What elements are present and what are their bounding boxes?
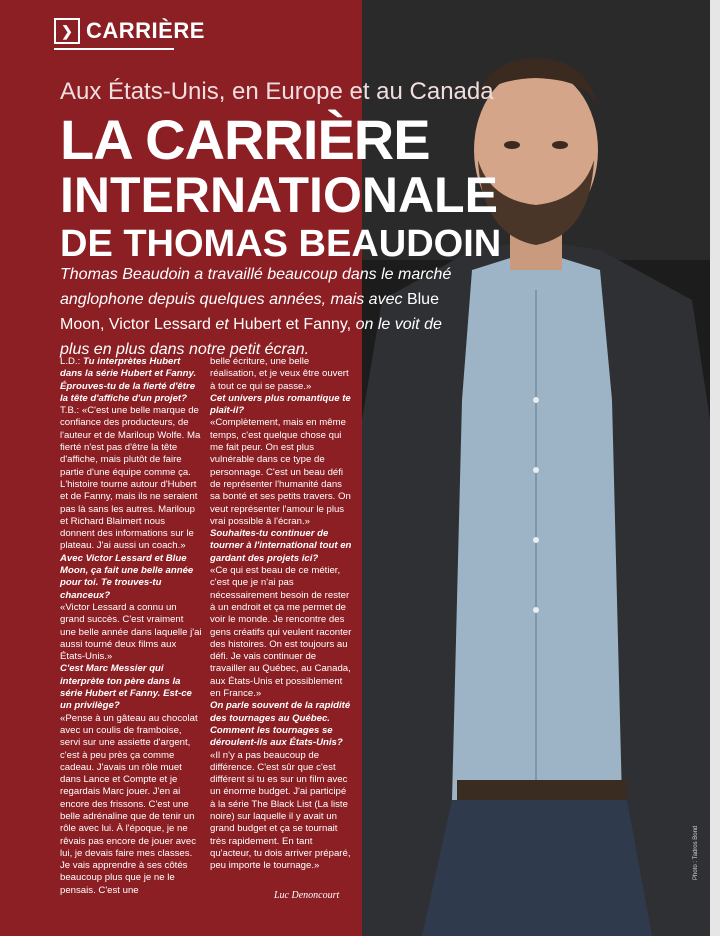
paragraph-text: «Ce qui est beau de ce métier, c'est que je n'ai pas nécessairement besoin de rester à un endroit et ça me permet de voir le monde. Je rencontre des gens créatifs qui veulent raconter des histoires. On est toujours au défi. Je vais continuer de travailler au Québec, au Canada, aux États-Unis et possiblement en France.» [210,565,352,700]
interview-question [60,356,202,405]
paragraph-text: On parle souvent de la rapidité des tournages au Québec. Comment les tournages se déroulent-ils aux États-Unis? [210,700,351,749]
photo-credit: Photo : Tadros Bond [693,825,699,880]
intro-part-3: on le voit de plus en plus dans notre petit écran. [60,316,442,358]
interview-answer [60,713,202,897]
section-label: CARRIÈRE [86,18,205,43]
interview-question [210,393,352,418]
interview-answer [210,750,352,873]
interview-answer [60,405,202,553]
paragraph-text: «Il n'y a pas beaucoup de différence. C'est sûr que c'est différent si tu es sur un film avec un énorme budget. J'ai participé à la série The Black List (La liste noire) sur laquelle il y avait un grand budget et ça se tournait très rapidement. En tant qu'acteur, tu dois arriver préparé, peu importe le tournage.» [210,749,351,872]
headline [60,108,502,266]
section-tag [54,18,205,44]
article-column-1 [60,356,202,897]
paragraph-text: Tu interprètes Hubert dans la série Hubert et Fanny. Éprouves-tu de la fierté d'être la tête d'affiche d'un projet? [60,356,197,404]
paragraph-text: «Pense à un gâteau au chocolat avec un coulis de framboise, servi sur une assiette d'argent, c'est à peu près ça comme cadeau. J'avais un rôle muet dans Lance et Compte et je regardais Marc jouer. J'en ai encore des frissons. C'est une belle adrénaline que de tenir un rôle avec lui. À l'époque, je ne rêvais pas encore de jouer avec lui, je devais faire mes classes. Je vais apprendre à ses côtés beaucoup plus que je ne le pensais. C'est une [60,712,198,896]
article-column-2 [210,356,352,872]
interview-answer [210,356,352,393]
section-underline [54,48,174,50]
chevron-right-icon: ❯ [54,18,80,44]
paragraph-text: T.B.: «C'est une belle marque de confiance des producteurs, de l'auteur et de Mariloup Wolfe. Ma fierté n'est pas d'être la tête d'affiche, mais plutôt de faire partie d'une équipe comme ça. L'histoire tourne autour d'Hubert et de Fanny, mais ils ne seraient pas là sans les autres. Mariloup et Richard Blaimert nous donnent des informations sur le plateau. J'ai aussi un coach.» [60,405,201,552]
byline: Luc Denoncourt [274,890,340,901]
paragraph-text: «Complètement, mais en même temps, c'est quelque chose qui me fait peur. On est plus vulnérable dans ce type de personnage. C'est un beau défi de représenter l'humanité dans sa bonté et ses petits travers. On veut représenter l'amour le plus vrai possible à l'écran.» [210,417,351,527]
interview-answer [210,417,352,528]
paragraph-text: belle écriture, une belle réalisation, et je veux être ouvert à tout ce qui se passe.» [210,356,349,392]
paragraph-text: Souhaites-tu continuer de tourner à l'international tout en gardant des projets ici? [210,528,352,564]
paragraph-text: Avec Victor Lessard et Blue Moon, ça fait une belle année pour toi. Te trouves-tu chanceux? [60,552,194,601]
interview-question [60,663,202,712]
headline-line-1: LA CARRIÈRE [60,108,430,171]
interviewer-initials: L.D.: [60,356,83,367]
kicker: Aux États-Unis, en Europe et au Canada [60,78,494,105]
intro-names: Blue Moon, Victor Lessard [60,291,439,333]
interview-question [210,528,352,565]
headline-line-2: INTERNATIONALE [60,167,498,223]
interview-answer [60,602,202,663]
paragraph-text: «Victor Lessard a connu un grand succès. C'est vraiment une belle année dans laquelle j'ai aussi tourné deux films aux États-Unis.» [60,601,202,663]
intro-part-1: Thomas Beaudoin a travaillé beaucoup dans le marché anglophone depuis quelques années, mais avec [60,266,452,308]
interview-question [210,700,352,749]
interview-answer [210,565,352,700]
intro-names-2: Hubert et Fanny, [233,316,352,333]
page-margin [710,0,720,936]
paragraph-text: C'est Marc Messier qui interprète ton père dans la série Hubert et Fanny. Est-ce un privilège? [60,663,192,712]
headline-line-3: DE THOMAS BEAUDOIN [60,223,502,265]
interview-question [60,553,202,602]
intro-paragraph [60,262,460,362]
paragraph-text: Cet univers plus romantique te plaît-il? [210,392,351,417]
intro-part-2: et [215,316,229,333]
